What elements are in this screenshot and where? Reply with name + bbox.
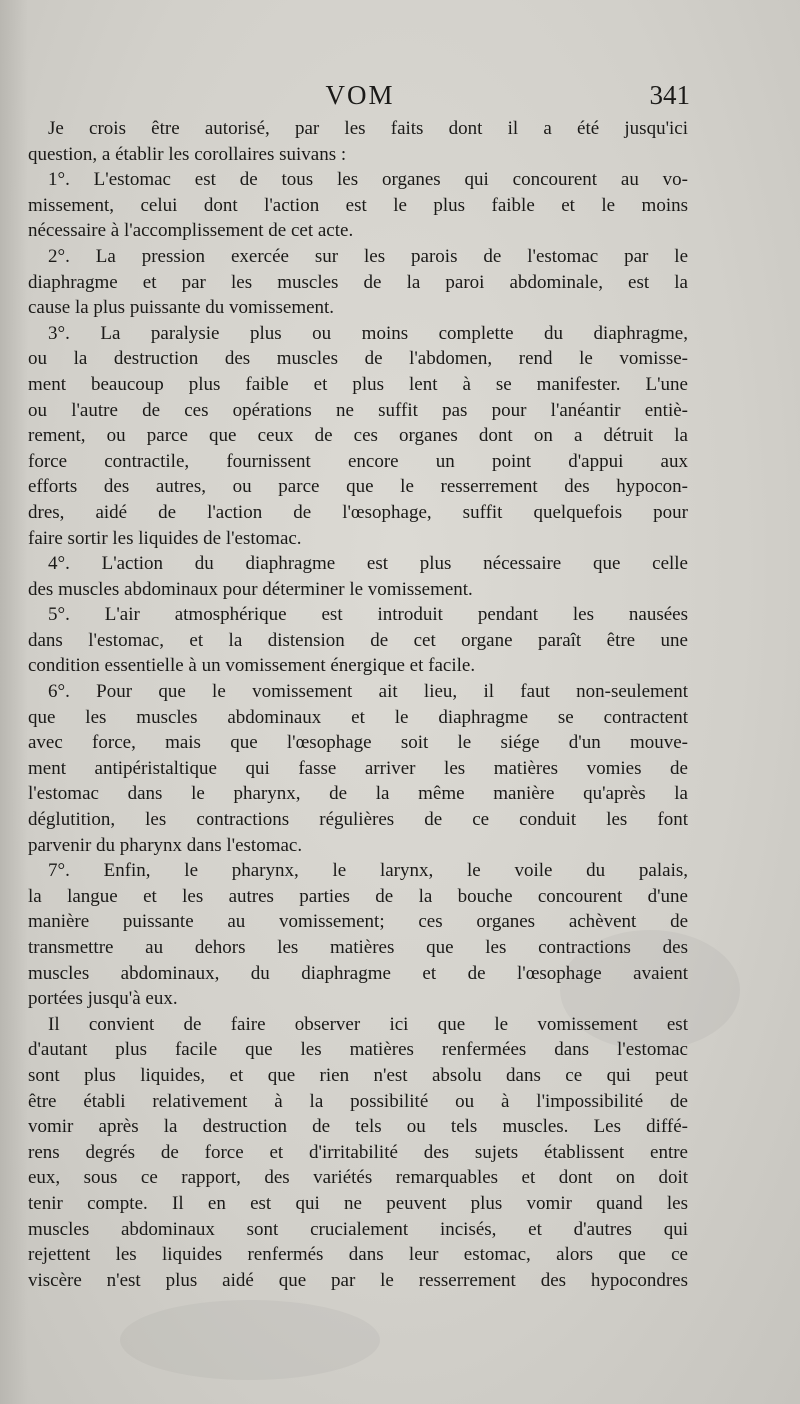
text-line: 2°. La pression exercée sur les parois de l'estomac par le: [48, 245, 688, 267]
text-line: cause la plus puissante du vomissement.: [28, 297, 335, 319]
text-line: manière puissante au vomissement; ces organes achèvent de: [28, 911, 688, 933]
text-line: ou l'autre de ces opérations ne suffit pas pour l'anéantir entiè-: [28, 399, 688, 421]
text-line: avec force, mais que l'œsophage soit le siége d'un mouve-: [28, 732, 688, 754]
page-gutter-shadow: [0, 0, 28, 1404]
text-line: condition essentielle à un vomissement énergique et facile.: [28, 655, 476, 677]
text-line: rement, ou parce que ceux de ces organes dont on a détruit la: [28, 425, 688, 447]
text-line: ou la destruction des muscles de l'abdomen, rend le vomisse-: [28, 348, 688, 370]
text-line: 3°. La paralysie plus ou moins complette du diaphragme,: [48, 322, 688, 344]
text-line: viscère n'est plus aidé que par le resserrement des hypocondres: [28, 1269, 688, 1291]
text-line: dres, aidé de l'action de l'œsophage, suffit quelquefois pour: [28, 501, 688, 523]
text-line: vomir après la destruction de tels ou tels muscles. Les diffé-: [28, 1116, 688, 1138]
text-line: ment antipéristaltique qui fasse arriver les matières vomies de: [28, 757, 688, 779]
text-line: 1°. L'estomac est de tous les organes qui concourent au vo-: [48, 169, 688, 191]
text-line: d'autant plus facile que les matières renfermées dans l'estomac: [28, 1039, 688, 1061]
text-line: force contractile, fournissent encore un point d'appui aux: [28, 450, 688, 472]
text-line: efforts des autres, ou parce que le resserrement des hypocon-: [28, 476, 688, 498]
text-line: sont plus liquides, et que rien n'est absolu dans ce qui peut: [28, 1064, 688, 1086]
text-line: eux, sous ce rapport, des variétés remarquables et dont on doit: [28, 1167, 688, 1189]
text-line: que les muscles abdominaux et le diaphragme se contractent: [28, 706, 688, 728]
text-line: des muscles abdominaux pour déterminer le vomissement.: [28, 578, 473, 600]
text-line: Il convient de faire observer ici que le vomissement est: [48, 1013, 688, 1035]
text-line: dans l'estomac, et la distension de cet organe paraît être une: [28, 629, 688, 651]
text-line: portées jusqu'à eux.: [28, 988, 178, 1010]
text-line: 6°. Pour que le vomissement ait lieu, il faut non-seulement: [48, 681, 688, 703]
paper-stain: [120, 1300, 380, 1380]
text-line: 5°. L'air atmosphérique est introduit pendant les nausées: [48, 604, 688, 626]
text-line: ment beaucoup plus faible et plus lent à se manifester. L'une: [28, 373, 688, 395]
text-line: question, a établir les corollaires suivans :: [28, 143, 347, 165]
text-line: muscles abdominaux sont crucialement incisés, et d'autres qui: [28, 1218, 688, 1240]
page-number: 341: [649, 80, 690, 110]
text-line: déglutition, les contractions régulières de ce conduit les font: [28, 809, 688, 831]
text-line: être établi relativement à la possibilité ou à l'impossibilité de: [28, 1090, 688, 1112]
text-line: muscles abdominaux, du diaphragme et de l'œsophage avaient: [28, 962, 688, 984]
text-line: transmettre au dehors les matières que les contractions des: [28, 937, 688, 958]
text-line: rejettent les liquides renfermés dans leur estomac, alors que ce: [28, 1244, 688, 1266]
text-line: tenir compte. Il en est qui ne peuvent plus vomir quand les: [28, 1192, 688, 1214]
text-line: l'estomac dans le pharynx, de la même manière qu'après la: [28, 783, 688, 805]
text-line: 7°. Enfin, le pharynx, le larynx, le voile du palais,: [48, 860, 688, 882]
running-head-title: VOM: [325, 80, 395, 110]
text-line: Je crois être autorisé, par les faits dont il a été jusqu'ici: [48, 118, 688, 139]
text-line: rens degrés de force et d'irritabilité des sujets établissent entre: [28, 1141, 688, 1163]
text-line: la langue et les autres parties de la bouche concourent d'une: [28, 885, 688, 907]
text-line: nécessaire à l'accomplissement de cet acte.: [28, 220, 354, 242]
text-line: 4°. L'action du diaphragme est plus nécessaire que celle: [48, 553, 688, 575]
text-line: diaphragme et par les muscles de la paroi abdominale, est la: [28, 271, 688, 293]
body-text: [28, 116, 688, 1293]
text-line: faire sortir les liquides de l'estomac.: [28, 527, 302, 549]
text-line: parvenir du pharynx dans l'estomac.: [28, 834, 303, 856]
text-line: missement, celui dont l'action est le plus faible et le moins: [28, 194, 688, 216]
running-head: [30, 80, 690, 114]
